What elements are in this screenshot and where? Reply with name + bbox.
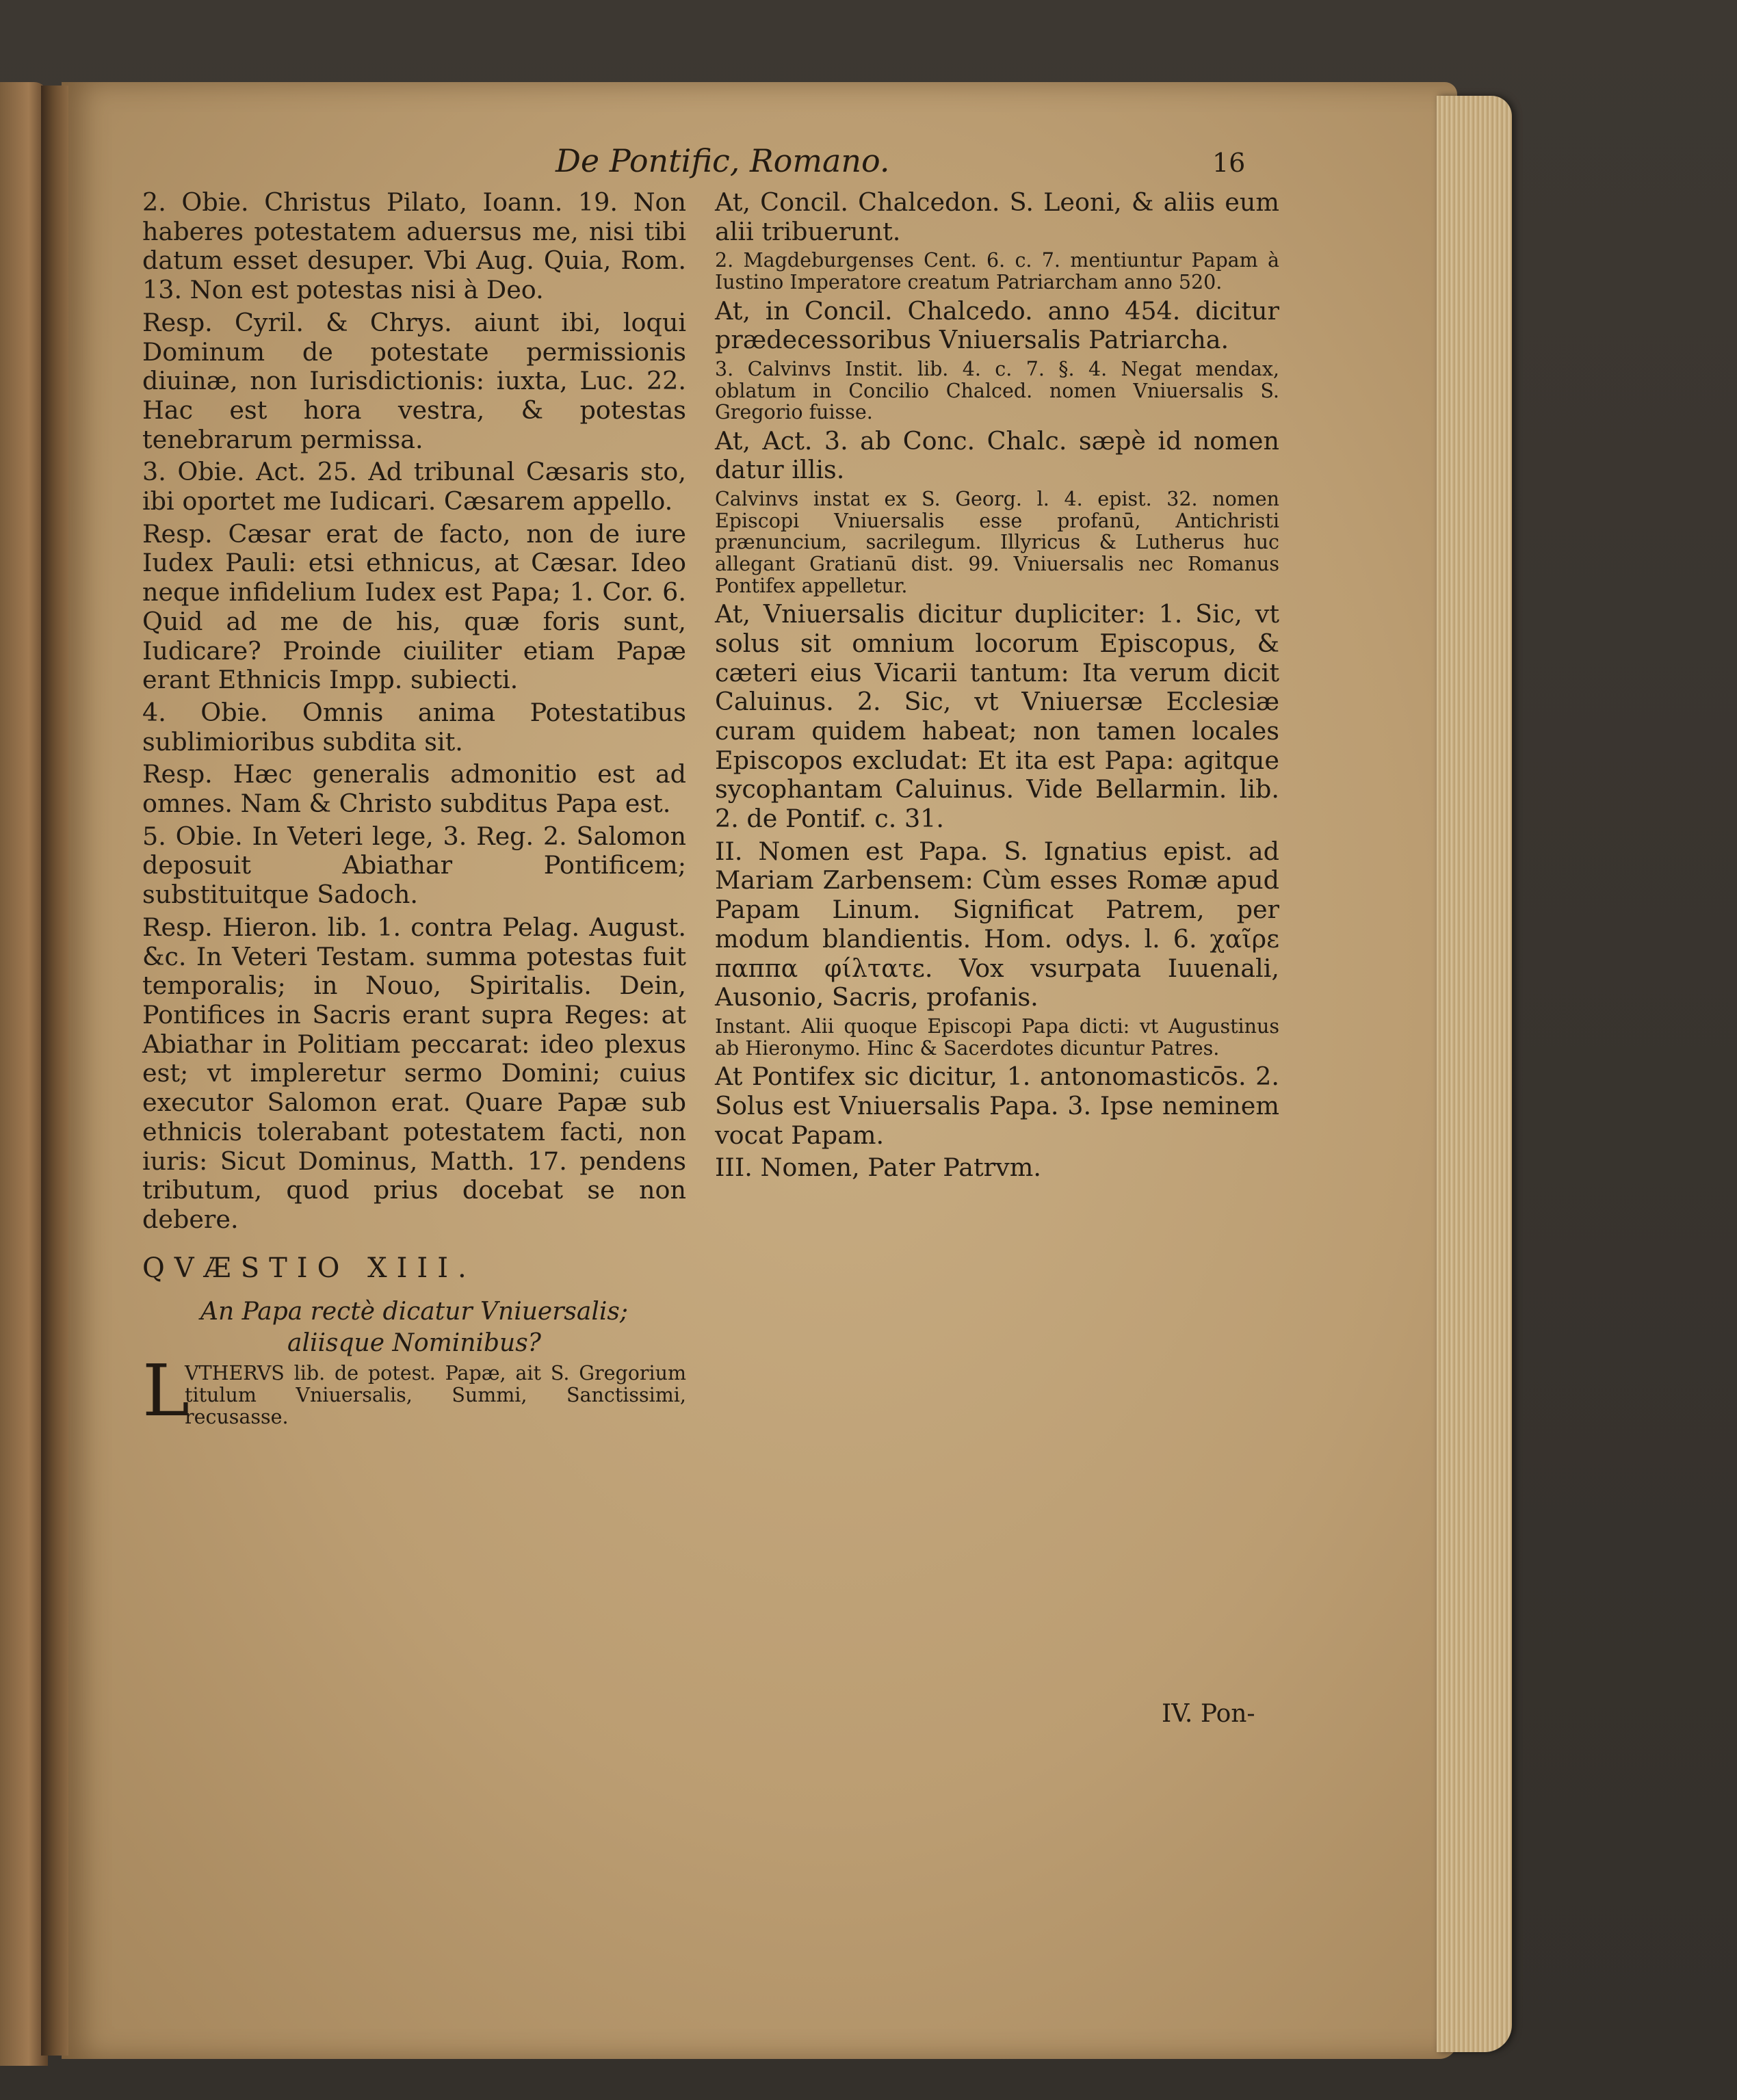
paragraph: III. Nomen, Pater Patrvm. [715, 1153, 1041, 1183]
paragraph: Resp. Cyril. & Chrys. aiunt ibi, loqui Dominum de potestate permissionis diuinæ, non Iurisdictionis: iuxta, Luc. 22. Hac est hora vestra, & potestas tenebrarum permissa. [142, 307, 686, 454]
question-subtitle-line-1: An Papa rectè dicatur Vniuersalis; [200, 1298, 628, 1326]
paragraph: At, in Concil. Chalcedo. anno 454. dicitur prædecessoribus Vniuersalis Patriarcha. [715, 296, 1279, 355]
paragraph: 2. Obie. Christus Pilato, Ioann. 19. Non haberes potestatem aduersus me, nisi tibi datum esset desuper. Vbi Aug. Quia, Rom. 13. Non est potestas nisi à Deo. [142, 187, 686, 305]
paragraph: 2. Magdeburgenses Cent. 6. c. 7. mentiuntur Papam à Iustino Imperatore creatum Patriarcham anno 520. [715, 249, 1279, 293]
paragraph: 5. Obie. In Veteri lege, 3. Reg. 2. Salomon deposuit Abiathar Pontificem; substituitque Sadoch. [142, 821, 686, 910]
paragraph: At, Vniuersalis dicitur dupliciter: 1. Sic, vt solus sit omnium locorum Episcopus, & cæteri eius Vicarii tantum: Ita verum dicit Caluinus. 2. Sic, vt Vniuersæ Ecclesiæ curam quidem habeat; non tamen locales Episcopos excludat: Et ita est Papa: agitque sycophantam Caluinus. Vide Bellarmin. lib. 2. de Pontif. c. 31. [715, 599, 1279, 834]
paragraph: 3. Calvinvs Instit. lib. 4. c. 7. §. 4. Negat mendax, oblatum in Concilio Chalced. nomen Vniuersalis S. Gregorio fuisse. [715, 358, 1279, 424]
paragraph: Calvinvs instat ex S. Georg. l. 4. epist. 32. nomen Episcopi Vniuersalis esse profanū, Antichristi prænuncium, sacrilegum. Illyricus & Lutherus huc allegant Gratianū dist. 99. Vniuersalis nec Romanus Pontifex appelletur. [715, 488, 1279, 597]
paragraph: 3. Obie. Act. 25. Ad tribunal Cæsaris sto, ibi oportet me Iudicari. Cæsarem appello. [142, 457, 686, 516]
left-column [142, 188, 686, 1431]
paragraph: Instant. Alii quoque Episcopi Papa dicti: vt Augustinus ab Hieronymo. Hinc & Sacerdotes dicuntur Patres. [715, 1015, 1279, 1060]
paragraph: At, Concil. Chalcedon. S. Leoni, & aliis eum alii tribuerunt. [715, 187, 1279, 246]
paragraph: At Pontifex sic dicitur, 1. antonomasticōs. 2. Solus est Vniuersalis Papa. 3. Ipse neminem vocat Papam. [715, 1062, 1279, 1150]
question-subtitle [142, 1296, 686, 1359]
paragraph: Resp. Hieron. lib. 1. contra Pelag. August. &c. In Veteri Testam. summa potestas fuit temporalis; in Nouo, Spiritalis. Dein, Pontifices in Sacris erant supra Reges: at Abiathar in Politiam peccarat: ideo plexus est; vt impleretur sermo Domini; cuius executor Salomon erat. Quare Papæ sub ethnicis tolerabant potestatem facti, non iuris: Sicut Dominus, Matth. 17. pendens tributum, quod prius docebat se non debere. [142, 912, 686, 1234]
drop-cap: L [142, 1349, 190, 1433]
opening-paragraph [142, 1349, 686, 1433]
paragraph: 4. Obie. Omnis anima Potestatibus sublimioribus subdita sit. [142, 697, 686, 757]
page-block-edges [1437, 96, 1512, 2052]
paragraph: Resp. Hæc generalis admonitio est ad omnes. Nam & Christo subditus Papa est. [142, 759, 686, 819]
running-title: De Pontific, Romano. [556, 142, 890, 179]
question-subtitle-line-2: aliisque Nominibus? [287, 1329, 541, 1358]
page-number: 16 [1212, 148, 1246, 178]
running-head [0, 142, 1737, 183]
paragraph: II. Nomen est Papa. S. Ignatius epist. ad Mariam Zarbensem: Cùm esses Romæ apud Papam Linum. Significat Patrem, per modum blandientis. Hom. odys. l. 6. χαῖρε παππα φίλτατε. Vox vsurpata Iuuenali, Ausonio, Sacris, profanis. [715, 836, 1279, 1012]
book-gutter [41, 86, 68, 2056]
catchword: IV. Pon- [1162, 1700, 1255, 1728]
right-column [715, 188, 1279, 1186]
question-heading: QVÆSTIO XIII. [142, 1252, 476, 1284]
paragraph: Resp. Cæsar erat de facto, non de iure Iudex Pauli: etsi ethnicus, at Cæsar. Ideo neque infidelium Iudex est Papa; 1. Cor. 6. Quid ad me de his, quæ foris sunt, Iudicare? Proinde ciuiliter etiam Papæ erant Ethnicis Impp. subiecti. [142, 519, 686, 695]
paragraph: At, Act. 3. ab Conc. Chalc. sæpè id nomen datur illis. [715, 425, 1279, 485]
opening-text: VTHERVS lib. de potest. Papæ, ait S. Gregorium titulum Vniuersalis, Summi, Sanctissimi, recusasse. [185, 1362, 686, 1428]
